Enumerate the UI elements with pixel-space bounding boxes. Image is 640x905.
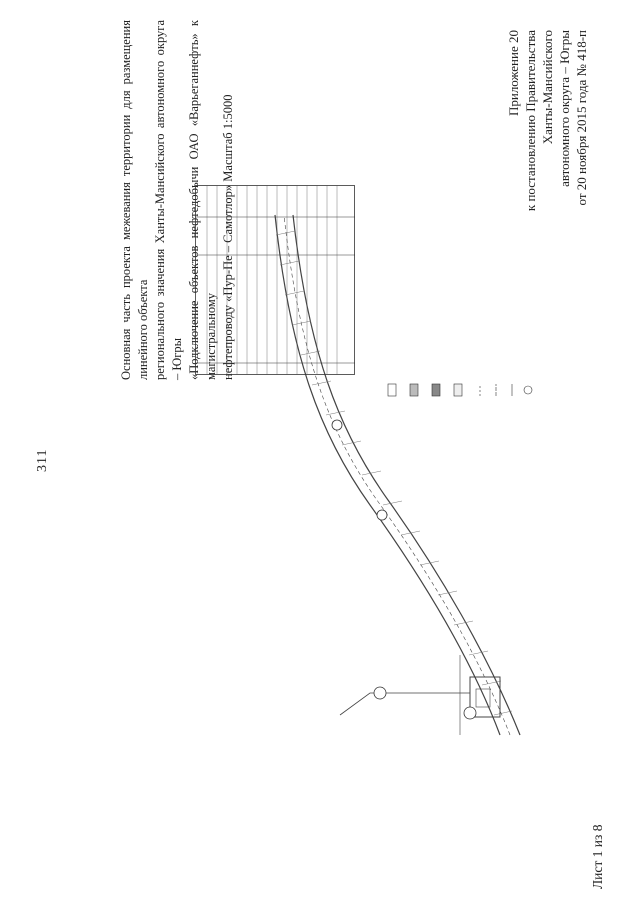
title-line: Основная часть проекта межевания территории для размещения линейного объекта [119,20,150,380]
title-line: «Подключение объектов нефтедобычи ОАО «Варьеганнефть» к магистральному [187,20,218,380]
pad-site [460,655,500,735]
appendix-line: автономного округа – Югры [557,30,572,187]
appendix-line: Ханты-Мансийского [540,30,555,145]
page-number: 311 [35,448,50,472]
branch-line [340,693,470,715]
appendix-line: к постановлению Правительства [523,30,538,212]
appendix-line: Приложение 20 [506,30,521,117]
title-line: регионального значения Ханты-Мансийского автономного округа – Югры [153,20,184,380]
title-line: нефтепроводу «Пур-Пе – Самотлор» Масштаб 1:5000 [221,94,235,380]
map-legend [370,210,545,400]
sheet-number: Лист 1 из 8 [590,824,605,889]
appendix-line: от 20 ноября 2015 года № 418-п [574,30,589,206]
callout-markers [332,420,476,719]
explication-table [195,185,355,375]
